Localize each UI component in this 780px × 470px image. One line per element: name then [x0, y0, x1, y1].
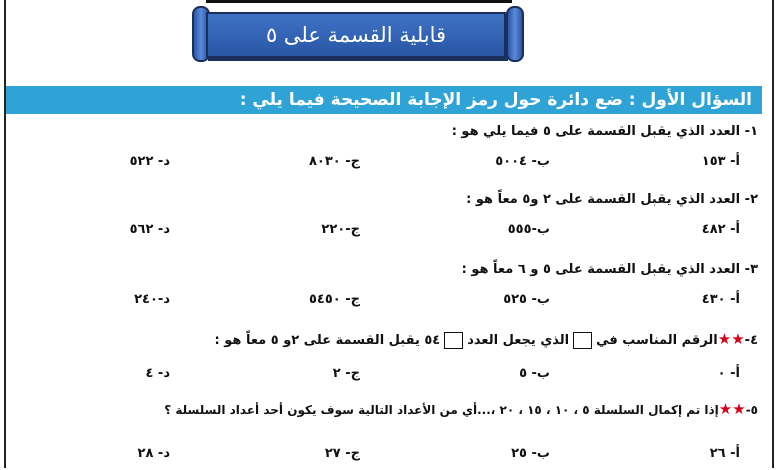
q4-text-b: الذي يجعل العدد: [467, 333, 570, 348]
q1-option-a: أ- ١٥٣: [701, 154, 740, 169]
q5-option-b: ب- ٢٥: [511, 446, 550, 461]
q3-option-b: ب- ٥٢٥: [503, 292, 550, 307]
q5-option-d: د- ٢٨: [137, 446, 170, 461]
q5-number: ٥-: [745, 403, 758, 417]
question-5: [164, 400, 758, 418]
section-header: السؤال الأول : ضع دائرة حول رمز الإجابة الصحيحة فيما يلي :: [204, 86, 762, 114]
q2-option-c: ج-٢٢٠: [321, 222, 360, 237]
q4-option-c: ج- ٢: [332, 366, 360, 381]
q1-option-c: ج- ٨٠٣٠: [308, 154, 360, 169]
q2-option-b: ب-٥٥٥: [507, 222, 550, 237]
question-3: ٣- العدد الذي يقبل القسمة على ٥ و ٦ معاً هو :: [461, 262, 758, 277]
q1-option-d: د- ٥٢٢: [129, 154, 170, 169]
q4-text-c: ٥٤ يقبل القسمة على ٢و ٥ معاً هو :: [214, 333, 441, 348]
q2-option-a: أ- ٤٨٢: [701, 222, 740, 237]
title-banner: [192, 2, 532, 70]
q5-option-c: ج- ٢٧: [324, 446, 360, 461]
star-icon: ★★: [718, 400, 746, 418]
answer-box: [444, 332, 463, 349]
answer-box: [573, 332, 592, 349]
q4-option-b: ب- ٥: [519, 366, 550, 381]
q3-option-c: ج- ٥٤٥٠: [308, 292, 360, 307]
question-2: ٢- العدد الذي يقبل القسمة على ٢ و٥ معاً هو :: [466, 192, 758, 207]
question-1: ١- العدد الذي يقبل القسمة على ٥ فيما يلي هو :: [451, 124, 758, 139]
star-icon: ★★: [717, 330, 745, 348]
q3-option-d: د-٢٤٠: [134, 292, 170, 307]
q4-option-d: د- ٤: [145, 366, 170, 381]
q2-option-d: د- ٥٦٢: [129, 222, 170, 237]
question-4: [215, 330, 758, 349]
q4-number: ٤-: [744, 333, 758, 348]
q1-option-b: ب- ٥٠٠٤: [495, 154, 550, 169]
section-header-bar: [6, 86, 204, 114]
q5-option-a: أ- ٢٦: [709, 446, 740, 461]
q3-option-a: أ- ٤٣٠: [701, 292, 740, 307]
page-frame: [4, 0, 774, 468]
page-title: قابلية القسمة على ٥: [206, 12, 506, 58]
q4-text-a: الرقم المناسب في: [596, 333, 718, 348]
scroll-roll-right: [506, 6, 524, 62]
q5-text: إذا تم إكمال السلسلة ٥ ، ١٠ ، ١٥ ، ٢٠ ،...أي من الأعداد التالية سوف يكون أحد أعداد السلسلة ؟: [164, 403, 719, 417]
q4-option-a: أ- ٠: [717, 366, 740, 381]
